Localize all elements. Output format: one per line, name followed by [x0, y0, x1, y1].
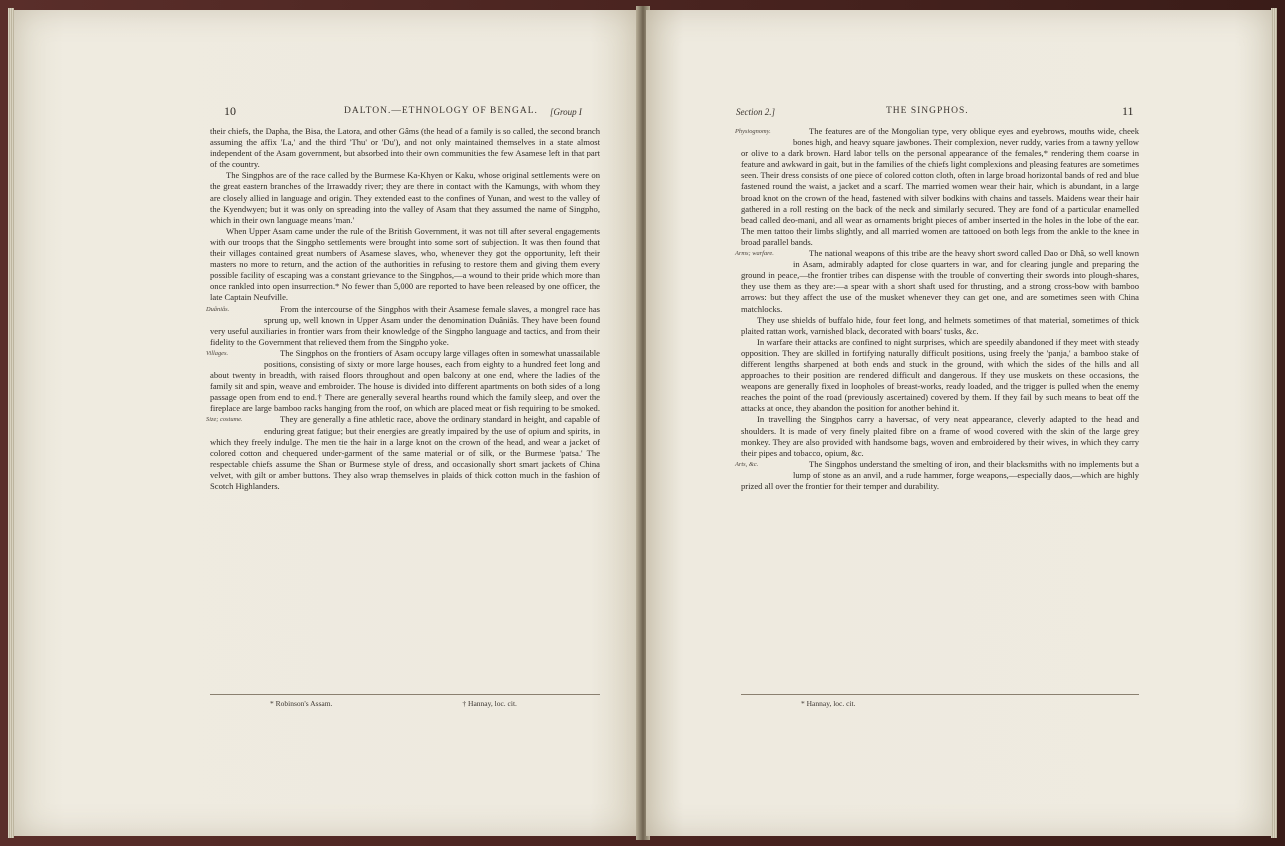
paragraph	[735, 458, 1139, 492]
paragraph	[206, 303, 600, 348]
footnote: * Robinson's Assam.	[270, 699, 333, 708]
margin-note: Size; costume.	[206, 416, 243, 424]
paragraph-text: their chiefs, the Dapha, the Bisa, the Latora, and other Gâms (the head of a family is so called, the second branch assuming the affix 'La,' and the third 'Thu' or 'Du'), and not only maintained themselves in a state almost independent of the Asam government, but absorbed into their own communities the few Asamese left in that part of the country.	[210, 126, 600, 170]
paragraph	[741, 337, 1139, 415]
page-number: 11	[1122, 104, 1134, 118]
footnotes	[741, 694, 1139, 708]
right-page	[646, 10, 1272, 836]
margin-note: Villages.	[206, 349, 229, 357]
paragraph	[206, 347, 600, 415]
paragraph	[735, 248, 1139, 315]
running-title: DALTON.—ETHNOLOGY OF BENGAL.	[344, 106, 538, 116]
paragraph-text: From the intercourse of the Singphos with their Asamese female slaves, a mongrel race has sprung up, well known in Upper Asam under the denomination Duâniâs. They have been found very useful auxiliaries in frontier wars from their knowledge of the Singpho language and tactics, and from their fidelity to the Government that relieved them from the Singpho yoke.	[210, 303, 600, 347]
paragraph-text: When Upper Asam came under the rule of the British Government, it was not till after several engagements with our troops that the Singpho settlements were brought into some sort of subjection. It was then found that their villages contained great numbers of Asamese slaves, who, whenever they got the opportunity, left their masters no more to return, and the action of the authorities in refusing to restore them and giving them every possible facility of escaping was a constant grievance to the Singphos,—a wound to their pride which more than once rankled into open insurrection.* No fewer than 5,000 are reported to have been released by one officer, the late Captain Neufville.	[210, 225, 600, 303]
page-number: 10	[224, 104, 236, 118]
footnote: † Hannay, loc. cit.	[462, 699, 517, 708]
left-page	[14, 10, 640, 836]
paragraph-text: In travelling the Singphos carry a haversac, of very neat appearance, cleverly adapted to the head and shoulders. It is made of very finely plaited fibre on a frame of wood covered with the skin of the large grey monkey. They are also provided with handsome bags, woven and embroidered by their wives, in which they carry their pipes and tobacco, opium, &c.	[741, 414, 1139, 458]
paragraph-text: The features are of the Mongolian type, very oblique eyes and eyebrows, mouths wide, cheek bones high, and heavy square jawbones. Their complexion, never ruddy, varies from a tawny yellow or olive to a dark brown. Hard labor tells on the personal appearance of the females,* rendering them coarse in feature and awkward in gait, but in the families of the chiefs light complexions and pleasing features are sometimes seen. Their dress consists of one piece of colored cotton cloth, often in large broad horizontal bands of red and blue fastened round the waist, a jacket and a scarf. The married women wear their hair, which is abundant, in a large broad knot on the crown of the head, fastened with silver bodkins with chains and tassels. Maidens wear their hair gathered in a roll resting on the back of the neck and similarly secured. They are fond of a particular enamelled bead called deo-mani, and all wear as ornaments bright pieces of amber inserted in the holes in the lobe of the ear. The men tattoo their limbs slightly, and all married women are tattooed on both legs from the ankle to the knee in broad parallel bands.	[741, 126, 1139, 247]
paragraph-text: The Singphos are of the race called by the Burmese Ka-Khyen or Kaku, whose original settlements were on the great eastern branches of the Irrawaddy river; they are there in contact with the Kamungs, with whom they are closely allied in language and origin. They extended east to the confines of Yunan, and west to the valley of the Kyendwyen; but it was only on spreading into the valley of Asam that they assumed the name of Singpho, which in their own language means 'man.'	[210, 170, 600, 225]
paragraph	[210, 226, 600, 304]
running-section: Section 2.]	[736, 107, 775, 117]
paragraph-text: They use shields of buffalo hide, four feet long, and helmets sometimes of that material, sometimes of thick plaited rattan work, varnished black, decorated with boars' tusks, &c.	[741, 314, 1139, 336]
paragraph	[735, 126, 1139, 248]
paragraph	[741, 315, 1139, 337]
page-body	[735, 126, 1139, 492]
margin-note: Arts, &c.	[735, 460, 759, 468]
paragraph-text: The Singphos understand the smelting of iron, and their blacksmiths with no implements but a lump of stone as an anvil, and a rude hammer, forge weapons,—especially daos,—which are highly prized all over the frontier for their temper and durability.	[741, 458, 1139, 491]
footnote: * Hannay, loc. cit.	[801, 699, 856, 708]
margin-note: Physiognomy.	[735, 128, 771, 135]
paragraph-text: In warfare their attacks are confined to night surprises, which are speedily abandoned if they meet with steady opposition. They are skilled in fortifying naturally difficult positions, using freely the 'panja,' a bamboo stake of different lengths sharpened at both ends and stuck in the ground, with which the sides of the hills and all approaches to their position are rendered difficult and dangerous. If they use muskets on these occasions, the weapons are generally fixed in loopholes of breast-works, ready loaded, and the trigger is pulled when the enemy reaches the point of the road (previously ascertained) covered by them. If they fail by such means to beat off the attacks at once, they abandon the position for another behind it.	[741, 336, 1139, 414]
paragraph	[210, 126, 600, 170]
paragraph	[741, 414, 1139, 458]
running-title: THE SINGPHOS.	[886, 106, 969, 116]
footnotes	[210, 694, 600, 708]
paragraph	[210, 170, 600, 225]
paragraph-text: The Singphos on the frontiers of Asam occupy large villages often in somewhat unassailable positions, consisting of sixty or more large houses, each from eighty to a hundred feet long and about twenty in breadth, with raised floors throughout and open balcony at one end, where the ladies of the family sit and spin, weave and embroider. The house is divided into different apartments on both sides of a long passage open from end to end.† There are generally several hearths round which the family sleep, and over the fireplace are large bamboo racks hanging from the roof, on which are placed meat or fish requiring to be smoked.	[210, 347, 600, 414]
page-body	[206, 126, 600, 492]
margin-note: Duâniâs.	[206, 305, 230, 313]
running-section: [Group I	[550, 107, 582, 117]
paragraph-text: They are generally a fine athletic race, above the ordinary standard in height, and capable of enduring great fatigue; but their energies are greatly impaired by the use of opium and spirits, in which they freely indulge. The men tie the hair in a large knot on the crown of the head, and wear a jacket of colored cotton and chequered under-garment of the same material or of silk, or the Burmese 'patsa.' The respectable chiefs assume the Shan or Burmese style of dress, and occasionally short smart jackets of China velvet, with gilt or amber buttons. They also wrap themselves in plaids of thick cotton much in the fashion of Scotch Highlanders.	[210, 414, 600, 491]
paragraph	[206, 414, 600, 492]
margin-note: Arms; warfare.	[735, 250, 774, 258]
paragraph-text: The national weapons of this tribe are the heavy short sword called Dao or Dhâ, so well known in Asam, admirably adapted for close quarters in war, and for clearing jungle and preparing the ground in peace,—the frontier tribes can dispense with the trouble of converting their swords into plough-shares, they use them as they are:—a spear with a short shaft used for thrusting, and a strong cross-bow with bamboo arrows: but they affect the use of the musket whenever they can get one, and are sometimes seen with China matchlocks.	[741, 248, 1139, 314]
